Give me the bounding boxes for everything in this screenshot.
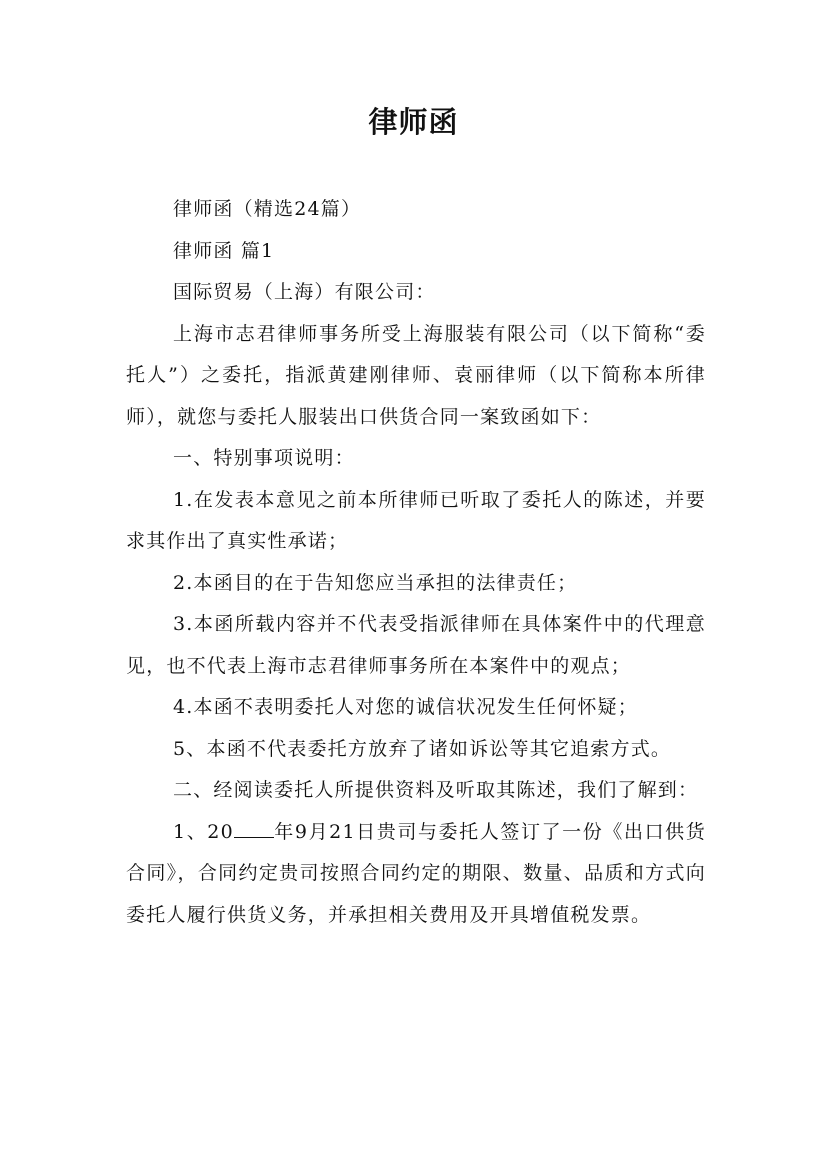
paragraph-intro: 上海市志君律师事务所受上海服装有限公司（以下简称“委托人”）之委托，指派黄建刚律师、袁丽律师（以下简称本所律师），就您与委托人服装出口供货合同一案致函如下： xyxy=(126,322,706,428)
paragraph-note-1: 1.在发表本意见之前本所律师已听取了委托人的陈述，并要求其作出了真实性承诺； xyxy=(126,488,706,552)
document-body xyxy=(126,189,706,936)
paragraph-note-3: 3.本函所载内容并不代表受指派律师在具体案件中的代理意见，也不代表上海市志君律师事务所在本案件中的观点； xyxy=(126,613,706,677)
paragraph-note-5: 5、本函不代表委托方放弃了诸如诉讼等其它追索方式。 xyxy=(173,737,672,760)
paragraph-facts-heading: 二、经阅读委托人所提供资料及听取其陈述，我们了解到： xyxy=(173,779,699,801)
year-blank-line xyxy=(234,819,274,838)
paragraph-note-2: 2.本函目的在于告知您应当承担的法律责任； xyxy=(173,571,578,594)
paragraph-section-heading: 律师函 篇1 xyxy=(173,239,275,262)
paragraph-fact-1 xyxy=(126,812,706,937)
document-title: 律师函 xyxy=(368,105,459,139)
fact-1-text: 年9月21日贵司与委托人签订了一份《出口供货合同》，合同约定贵司按照合同约定的期限、数量、品质和方式向委托人履行供货义务，并承担相关费用及开具增值税发票。 xyxy=(126,820,706,926)
paragraph-subtitle: 律师函（精选24篇） xyxy=(173,198,362,220)
paragraph-recipient: 国际贸易（上海）有限公司： xyxy=(173,281,436,303)
paragraph-special-notes-heading: 一、特别事项说明： xyxy=(173,447,355,469)
paragraph-note-4: 4.本函不表明委托人对您的诚信状况发生任何怀疑； xyxy=(173,696,638,718)
fact-1-prefix: 1、20 xyxy=(173,820,234,843)
